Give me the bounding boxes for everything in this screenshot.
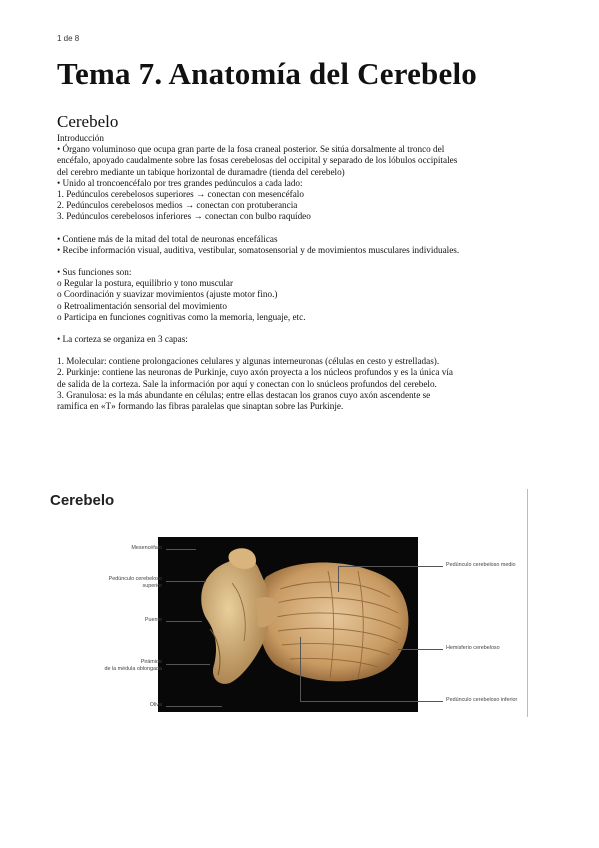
leader-line [338, 566, 443, 567]
leader-line [166, 621, 202, 622]
section-body [57, 133, 537, 412]
text-line: • Contiene más de la mitad del total de neuronas encefálicas [57, 233, 278, 244]
leader-line [338, 566, 339, 592]
text-line: 3. Granulosa: es la más abundante en células; entre ellas destacan los granos cuyo axón ascendente se [57, 389, 431, 400]
text-line: • La corteza se organiza en 3 capas: [57, 334, 188, 345]
text-line: o Participa en funciones cognitivas como la memoria, lenguaje, etc. [57, 311, 306, 322]
leader-line [300, 637, 301, 701]
figure-title: Cerebelo [50, 492, 115, 509]
text-line: 2. Pedúnculos cerebelosos medios → conectan con protuberancia [57, 200, 298, 211]
label-inferior-peduncle: Pedúnculo cerebeloso inferior [446, 697, 518, 703]
label-piramide-2: de la médula oblongada [104, 666, 162, 672]
text-line: • Unido al troncoencéfalo por tres grandes pedúnculos a cada lado: [57, 177, 303, 188]
label-oliva: Oliva [149, 702, 162, 708]
text-line: o Coordinación y suavizar movimientos (ajuste motor fino.) [57, 289, 278, 300]
subheading: Introducción [57, 133, 104, 143]
leader-line [166, 549, 196, 550]
text-line: del cerebro mediante un tabique horizontal de duramadre (tienda del cerebelo) [57, 166, 345, 177]
text-line: 3. Pedúnculos cerebelosos inferiores → conectan con bulbo raquídeo [57, 211, 311, 222]
text-line: • Recibe información visual, auditiva, vestibular, somatosensorial y de movimientos musculares individuales. [57, 244, 460, 255]
text-line: • Sus funciones son: [57, 267, 132, 278]
text-line: ramifica en «T» formando las fibras paralelas que sinaptan sobre las Purkinje. [57, 401, 344, 412]
leader-line [300, 701, 443, 702]
figure-divider [527, 489, 528, 717]
label-superior-peduncle-1: Pedúnculo cerebeloso [108, 576, 162, 582]
text-line: 1. Pedúnculos cerebelosos superiores → conectan con mesencéfalo [57, 189, 304, 200]
cerebellum-illustration [158, 537, 418, 712]
label-superior-peduncle-2: superior [142, 583, 162, 589]
cerebellum-figure [48, 487, 529, 719]
text-line: o Retroalimentación sensorial del movimiento [57, 300, 227, 311]
text-line: de salida de la corteza. Sale la información por aquí y conectan con lo snúcleos profundos del cerebelo. [57, 378, 437, 389]
leader-line [166, 581, 206, 582]
text-line: encéfalo, apoyado caudalmente sobre las fosas cerebelosas del occipital y separado de los lóbulos occipitales [57, 155, 458, 166]
cerebellum-photo [158, 537, 418, 712]
text-line: o Regular la postura, equilibrio y tono muscular [57, 278, 234, 289]
page-number: 1 de 8 [57, 34, 80, 43]
text-line: 2. Purkinje: contiene las neuronas de Purkinje, cuyo axón proyecta a los núcleos profundos y es la única vía [57, 367, 453, 378]
label-piramide-1: Pirámide [140, 659, 162, 665]
text-line: 1. Molecular: contiene prolongaciones celulares y algunas interneuronas (células en cesto y estrelladas). [57, 356, 440, 367]
label-hemisphere: Hemisferio cerebeloso [446, 645, 500, 651]
leader-line [166, 706, 222, 707]
leader-line [398, 649, 443, 650]
label-mesencefalo: Mesencéfalo [131, 545, 162, 551]
text-line: • Órgano voluminoso que ocupa gran parte de la fosa craneal posterior. Se sitúa dorsalmente al tronco del [57, 144, 445, 155]
label-middle-peduncle: Pedúnculo cerebeloso medio [446, 562, 516, 568]
leader-line [166, 664, 210, 665]
document-title: Tema 7. Anatomía del Cerebelo [57, 56, 477, 91]
label-puente: Puente [144, 617, 162, 623]
section-heading: Cerebelo [57, 112, 119, 131]
